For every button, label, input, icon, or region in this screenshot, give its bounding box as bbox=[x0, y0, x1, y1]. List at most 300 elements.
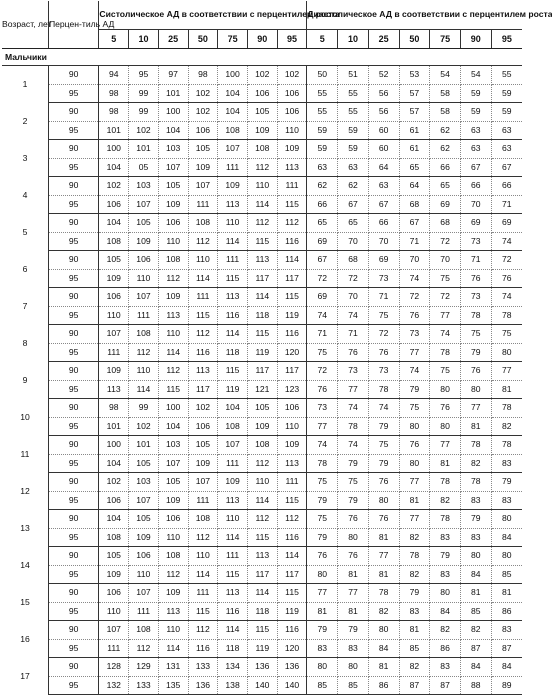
systolic-value-cell: 119 bbox=[277, 602, 307, 621]
table-row bbox=[2, 658, 522, 677]
diastolic-value-cell: 71 bbox=[460, 251, 491, 270]
diastolic-value-cell: 75 bbox=[307, 343, 338, 362]
diastolic-value-cell: 77 bbox=[460, 399, 491, 418]
systolic-value-cell: 129 bbox=[129, 658, 159, 677]
percentile-cell: 90 bbox=[48, 547, 98, 566]
diastolic-value-cell: 85 bbox=[460, 602, 491, 621]
diastolic-value-cell: 85 bbox=[491, 565, 522, 584]
diastolic-value-cell: 78 bbox=[307, 454, 338, 473]
systolic-value-cell: 111 bbox=[129, 306, 159, 325]
diastolic-value-cell: 77 bbox=[307, 417, 338, 436]
systolic-value-cell: 115 bbox=[277, 491, 307, 510]
age-cell: 10 bbox=[2, 399, 48, 436]
systolic-value-cell: 108 bbox=[129, 325, 159, 344]
age-cell: 11 bbox=[2, 436, 48, 473]
systolic-value-cell: 136 bbox=[247, 658, 277, 677]
diastolic-value-cell: 77 bbox=[399, 343, 430, 362]
diastolic-value-cell: 72 bbox=[307, 362, 338, 381]
percentile-cell: 95 bbox=[48, 121, 98, 140]
table-row bbox=[2, 306, 522, 325]
diastolic-value-cell: 81 bbox=[430, 454, 461, 473]
bp-percentile-table bbox=[2, 1, 552, 695]
systolic-value-cell: 105 bbox=[129, 454, 159, 473]
dia-height-pct-header: 50 bbox=[399, 30, 430, 49]
systolic-value-cell: 113 bbox=[218, 288, 248, 307]
diastolic-value-cell: 81 bbox=[491, 584, 522, 603]
systolic-value-cell: 111 bbox=[218, 251, 248, 270]
systolic-value-cell: 112 bbox=[247, 510, 277, 529]
systolic-value-cell: 103 bbox=[158, 140, 188, 159]
systolic-value-cell: 112 bbox=[188, 621, 218, 640]
table-row bbox=[2, 121, 522, 140]
systolic-value-cell: 94 bbox=[99, 66, 129, 85]
diastolic-value-cell: 83 bbox=[399, 602, 430, 621]
systolic-value-cell: 113 bbox=[188, 362, 218, 381]
diastolic-value-cell: 74 bbox=[399, 362, 430, 381]
systolic-value-cell: 105 bbox=[188, 436, 218, 455]
diastolic-value-cell: 63 bbox=[460, 140, 491, 159]
diastolic-value-cell: 80 bbox=[307, 658, 338, 677]
systolic-value-cell: 109 bbox=[247, 121, 277, 140]
systolic-value-cell: 105 bbox=[99, 547, 129, 566]
diastolic-value-cell: 80 bbox=[368, 621, 399, 640]
systolic-value-cell: 100 bbox=[99, 436, 129, 455]
systolic-value-cell: 119 bbox=[247, 343, 277, 362]
age-cell: 16 bbox=[2, 621, 48, 658]
table-row bbox=[2, 491, 522, 510]
systolic-value-cell: 108 bbox=[188, 510, 218, 529]
percentile-cell: 95 bbox=[48, 380, 98, 399]
diastolic-value-cell: 73 bbox=[338, 362, 369, 381]
systolic-value-cell: 107 bbox=[129, 584, 159, 603]
systolic-value-cell: 104 bbox=[99, 510, 129, 529]
systolic-value-cell: 109 bbox=[158, 195, 188, 214]
percentile-cell: 90 bbox=[48, 325, 98, 344]
diastolic-value-cell: 85 bbox=[307, 676, 338, 695]
diastolic-value-cell: 75 bbox=[491, 325, 522, 344]
table-row bbox=[2, 547, 522, 566]
diastolic-value-cell: 81 bbox=[460, 584, 491, 603]
diastolic-value-cell: 71 bbox=[368, 288, 399, 307]
diastolic-value-cell: 81 bbox=[368, 528, 399, 547]
systolic-value-cell: 108 bbox=[129, 621, 159, 640]
systolic-value-cell: 115 bbox=[277, 195, 307, 214]
systolic-value-cell: 119 bbox=[277, 306, 307, 325]
age-cell: 13 bbox=[2, 510, 48, 547]
systolic-value-cell: 105 bbox=[188, 140, 218, 159]
percentile-cell: 90 bbox=[48, 621, 98, 640]
diastolic-value-cell: 78 bbox=[460, 436, 491, 455]
systolic-value-cell: 108 bbox=[158, 547, 188, 566]
header-systolic: Систолическое АД в соответствии с перцентилем роста bbox=[99, 1, 307, 30]
diastolic-value-cell: 78 bbox=[399, 547, 430, 566]
sys-height-pct-header: 95 bbox=[277, 30, 307, 49]
diastolic-value-cell: 71 bbox=[399, 232, 430, 251]
systolic-value-cell: 112 bbox=[129, 639, 159, 658]
systolic-value-cell: 102 bbox=[247, 66, 277, 85]
diastolic-value-cell: 70 bbox=[430, 251, 461, 270]
diastolic-value-cell: 62 bbox=[430, 121, 461, 140]
diastolic-value-cell: 81 bbox=[368, 565, 399, 584]
systolic-value-cell: 114 bbox=[247, 491, 277, 510]
systolic-value-cell: 109 bbox=[99, 565, 129, 584]
systolic-value-cell: 109 bbox=[158, 491, 188, 510]
diastolic-value-cell: 80 bbox=[460, 547, 491, 566]
diastolic-value-cell: 58 bbox=[430, 103, 461, 122]
systolic-value-cell: 111 bbox=[99, 639, 129, 658]
systolic-value-cell: 108 bbox=[247, 140, 277, 159]
age-cell: 3 bbox=[2, 140, 48, 177]
diastolic-value-cell: 56 bbox=[368, 103, 399, 122]
systolic-value-cell: 109 bbox=[158, 288, 188, 307]
systolic-value-cell: 101 bbox=[129, 140, 159, 159]
percentile-cell: 95 bbox=[48, 528, 98, 547]
systolic-value-cell: 114 bbox=[188, 565, 218, 584]
systolic-value-cell: 114 bbox=[218, 528, 248, 547]
diastolic-value-cell: 76 bbox=[338, 510, 369, 529]
systolic-value-cell: 115 bbox=[158, 380, 188, 399]
systolic-value-cell: 95 bbox=[129, 66, 159, 85]
table-row bbox=[2, 602, 522, 621]
systolic-value-cell: 113 bbox=[247, 547, 277, 566]
diastolic-value-cell: 81 bbox=[460, 417, 491, 436]
systolic-value-cell: 106 bbox=[158, 214, 188, 233]
diastolic-value-cell: 80 bbox=[399, 417, 430, 436]
systolic-value-cell: 98 bbox=[99, 399, 129, 418]
diastolic-value-cell: 78 bbox=[338, 417, 369, 436]
systolic-value-cell: 115 bbox=[247, 232, 277, 251]
diastolic-value-cell: 71 bbox=[491, 195, 522, 214]
systolic-value-cell: 110 bbox=[129, 362, 159, 381]
systolic-value-cell: 106 bbox=[188, 121, 218, 140]
diastolic-value-cell: 80 bbox=[338, 528, 369, 547]
systolic-value-cell: 111 bbox=[188, 195, 218, 214]
diastolic-value-cell: 67 bbox=[307, 251, 338, 270]
systolic-value-cell: 113 bbox=[158, 602, 188, 621]
diastolic-value-cell: 85 bbox=[399, 639, 430, 658]
table-row bbox=[2, 454, 522, 473]
systolic-value-cell: 112 bbox=[188, 528, 218, 547]
diastolic-value-cell: 63 bbox=[307, 158, 338, 177]
header-age: Возраст, лет bbox=[2, 1, 48, 49]
diastolic-value-cell: 74 bbox=[491, 288, 522, 307]
diastolic-value-cell: 75 bbox=[307, 510, 338, 529]
systolic-value-cell: 107 bbox=[129, 491, 159, 510]
systolic-value-cell: 115 bbox=[247, 621, 277, 640]
percentile-cell: 90 bbox=[48, 66, 98, 85]
systolic-value-cell: 114 bbox=[129, 380, 159, 399]
diastolic-value-cell: 81 bbox=[491, 380, 522, 399]
dia-height-pct-header: 25 bbox=[368, 30, 399, 49]
diastolic-value-cell: 83 bbox=[430, 528, 461, 547]
diastolic-value-cell: 83 bbox=[430, 658, 461, 677]
systolic-value-cell: 111 bbox=[277, 473, 307, 492]
systolic-value-cell: 116 bbox=[218, 602, 248, 621]
diastolic-value-cell: 76 bbox=[307, 380, 338, 399]
systolic-value-cell: 117 bbox=[277, 269, 307, 288]
diastolic-value-cell: 80 bbox=[491, 547, 522, 566]
diastolic-value-cell: 57 bbox=[399, 84, 430, 103]
systolic-value-cell: 106 bbox=[99, 584, 129, 603]
diastolic-value-cell: 74 bbox=[430, 325, 461, 344]
table-row bbox=[2, 510, 522, 529]
percentile-cell: 95 bbox=[48, 491, 98, 510]
diastolic-value-cell: 61 bbox=[399, 121, 430, 140]
diastolic-value-cell: 76 bbox=[307, 547, 338, 566]
diastolic-value-cell: 79 bbox=[368, 454, 399, 473]
systolic-value-cell: 109 bbox=[218, 177, 248, 196]
systolic-value-cell: 101 bbox=[99, 417, 129, 436]
percentile-cell: 90 bbox=[48, 584, 98, 603]
systolic-value-cell: 140 bbox=[247, 676, 277, 695]
systolic-value-cell: 110 bbox=[158, 528, 188, 547]
diastolic-value-cell: 89 bbox=[491, 676, 522, 695]
diastolic-value-cell: 55 bbox=[491, 66, 522, 85]
diastolic-value-cell: 83 bbox=[460, 491, 491, 510]
systolic-value-cell: 105 bbox=[158, 473, 188, 492]
diastolic-value-cell: 74 bbox=[368, 399, 399, 418]
diastolic-value-cell: 69 bbox=[491, 214, 522, 233]
systolic-value-cell: 116 bbox=[188, 639, 218, 658]
diastolic-value-cell: 54 bbox=[460, 66, 491, 85]
diastolic-value-cell: 79 bbox=[460, 510, 491, 529]
table-row bbox=[2, 214, 522, 233]
diastolic-value-cell: 81 bbox=[399, 491, 430, 510]
systolic-value-cell: 113 bbox=[247, 251, 277, 270]
systolic-value-cell: 108 bbox=[247, 436, 277, 455]
systolic-value-cell: 106 bbox=[99, 195, 129, 214]
diastolic-value-cell: 76 bbox=[368, 343, 399, 362]
systolic-value-cell: 106 bbox=[129, 251, 159, 270]
diastolic-value-cell: 76 bbox=[338, 343, 369, 362]
diastolic-value-cell: 79 bbox=[491, 473, 522, 492]
diastolic-value-cell: 73 bbox=[460, 232, 491, 251]
diastolic-value-cell: 74 bbox=[338, 306, 369, 325]
diastolic-value-cell: 79 bbox=[430, 547, 461, 566]
diastolic-value-cell: 77 bbox=[491, 362, 522, 381]
diastolic-value-cell: 75 bbox=[338, 473, 369, 492]
diastolic-value-cell: 51 bbox=[338, 66, 369, 85]
diastolic-value-cell: 77 bbox=[368, 547, 399, 566]
diastolic-value-cell: 70 bbox=[338, 288, 369, 307]
systolic-value-cell: 111 bbox=[218, 547, 248, 566]
diastolic-value-cell: 71 bbox=[307, 325, 338, 344]
systolic-value-cell: 114 bbox=[247, 195, 277, 214]
diastolic-value-cell: 78 bbox=[491, 399, 522, 418]
sys-height-pct-header: 5 bbox=[99, 30, 129, 49]
diastolic-value-cell: 78 bbox=[430, 343, 461, 362]
systolic-value-cell: 111 bbox=[188, 288, 218, 307]
diastolic-value-cell: 80 bbox=[368, 491, 399, 510]
systolic-value-cell: 104 bbox=[158, 417, 188, 436]
diastolic-value-cell: 74 bbox=[338, 399, 369, 418]
age-cell: 2 bbox=[2, 103, 48, 140]
systolic-value-cell: 115 bbox=[218, 269, 248, 288]
systolic-value-cell: 97 bbox=[158, 66, 188, 85]
systolic-value-cell: 107 bbox=[99, 325, 129, 344]
diastolic-value-cell: 77 bbox=[430, 306, 461, 325]
percentile-cell: 95 bbox=[48, 195, 98, 214]
systolic-value-cell: 108 bbox=[188, 214, 218, 233]
diastolic-value-cell: 72 bbox=[399, 288, 430, 307]
section-label: Мальчики bbox=[2, 49, 522, 66]
diastolic-value-cell: 84 bbox=[460, 658, 491, 677]
systolic-value-cell: 115 bbox=[247, 325, 277, 344]
table-row bbox=[2, 528, 522, 547]
diastolic-value-cell: 59 bbox=[307, 140, 338, 159]
diastolic-value-cell: 76 bbox=[430, 399, 461, 418]
diastolic-value-cell: 84 bbox=[368, 639, 399, 658]
section-row bbox=[2, 49, 522, 66]
diastolic-value-cell: 84 bbox=[491, 528, 522, 547]
diastolic-value-cell: 87 bbox=[430, 676, 461, 695]
table-row bbox=[2, 399, 522, 418]
diastolic-value-cell: 83 bbox=[430, 565, 461, 584]
systolic-value-cell: 102 bbox=[188, 84, 218, 103]
percentile-cell: 95 bbox=[48, 232, 98, 251]
systolic-value-cell: 132 bbox=[99, 676, 129, 695]
diastolic-value-cell: 65 bbox=[338, 214, 369, 233]
systolic-value-cell: 111 bbox=[277, 177, 307, 196]
diastolic-value-cell: 82 bbox=[399, 658, 430, 677]
percentile-cell: 90 bbox=[48, 103, 98, 122]
systolic-value-cell: 131 bbox=[158, 658, 188, 677]
systolic-value-cell: 123 bbox=[277, 380, 307, 399]
diastolic-value-cell: 72 bbox=[338, 269, 369, 288]
diastolic-value-cell: 74 bbox=[307, 306, 338, 325]
systolic-value-cell: 110 bbox=[188, 251, 218, 270]
systolic-value-cell: 106 bbox=[277, 399, 307, 418]
systolic-value-cell: 112 bbox=[247, 454, 277, 473]
diastolic-value-cell: 82 bbox=[430, 491, 461, 510]
diastolic-value-cell: 66 bbox=[307, 195, 338, 214]
systolic-value-cell: 113 bbox=[158, 306, 188, 325]
diastolic-value-cell: 67 bbox=[399, 214, 430, 233]
diastolic-value-cell: 75 bbox=[399, 399, 430, 418]
diastolic-value-cell: 76 bbox=[338, 547, 369, 566]
systolic-value-cell: 117 bbox=[247, 269, 277, 288]
diastolic-value-cell: 63 bbox=[338, 158, 369, 177]
systolic-value-cell: 118 bbox=[247, 602, 277, 621]
age-cell: 17 bbox=[2, 658, 48, 695]
systolic-value-cell: 109 bbox=[158, 584, 188, 603]
sys-height-pct-header: 50 bbox=[188, 30, 218, 49]
systolic-value-cell: 102 bbox=[99, 177, 129, 196]
systolic-value-cell: 110 bbox=[247, 177, 277, 196]
table-row bbox=[2, 380, 522, 399]
diastolic-value-cell: 76 bbox=[460, 269, 491, 288]
table-row bbox=[2, 639, 522, 658]
diastolic-value-cell: 55 bbox=[307, 84, 338, 103]
systolic-value-cell: 140 bbox=[277, 676, 307, 695]
systolic-value-cell: 104 bbox=[218, 399, 248, 418]
percentile-cell: 90 bbox=[48, 251, 98, 270]
systolic-value-cell: 114 bbox=[277, 251, 307, 270]
diastolic-value-cell: 75 bbox=[368, 436, 399, 455]
diastolic-value-cell: 66 bbox=[430, 158, 461, 177]
table-row bbox=[2, 195, 522, 214]
systolic-value-cell: 116 bbox=[277, 528, 307, 547]
diastolic-value-cell: 57 bbox=[399, 103, 430, 122]
diastolic-value-cell: 81 bbox=[338, 602, 369, 621]
table-row bbox=[2, 232, 522, 251]
systolic-value-cell: 99 bbox=[129, 84, 159, 103]
diastolic-value-cell: 70 bbox=[399, 251, 430, 270]
diastolic-value-cell: 81 bbox=[399, 621, 430, 640]
diastolic-value-cell: 66 bbox=[491, 177, 522, 196]
dia-height-pct-header: 75 bbox=[430, 30, 461, 49]
diastolic-value-cell: 80 bbox=[338, 658, 369, 677]
percentile-cell: 90 bbox=[48, 288, 98, 307]
systolic-value-cell: 116 bbox=[277, 325, 307, 344]
systolic-value-cell: 113 bbox=[218, 491, 248, 510]
percentile-cell: 95 bbox=[48, 306, 98, 325]
systolic-value-cell: 100 bbox=[158, 103, 188, 122]
systolic-value-cell: 106 bbox=[158, 510, 188, 529]
systolic-value-cell: 105 bbox=[247, 399, 277, 418]
age-cell: 12 bbox=[2, 473, 48, 510]
diastolic-value-cell: 74 bbox=[307, 436, 338, 455]
systolic-value-cell: 119 bbox=[218, 380, 248, 399]
systolic-value-cell: 112 bbox=[247, 158, 277, 177]
diastolic-value-cell: 78 bbox=[460, 473, 491, 492]
systolic-value-cell: 102 bbox=[99, 473, 129, 492]
diastolic-value-cell: 75 bbox=[430, 269, 461, 288]
systolic-value-cell: 106 bbox=[247, 84, 277, 103]
diastolic-value-cell: 78 bbox=[430, 473, 461, 492]
diastolic-value-cell: 76 bbox=[368, 473, 399, 492]
systolic-value-cell: 112 bbox=[277, 510, 307, 529]
age-cell: 14 bbox=[2, 547, 48, 584]
percentile-cell: 90 bbox=[48, 214, 98, 233]
diastolic-value-cell: 59 bbox=[460, 84, 491, 103]
percentile-cell: 90 bbox=[48, 177, 98, 196]
table-row bbox=[2, 436, 522, 455]
systolic-value-cell: 109 bbox=[188, 158, 218, 177]
diastolic-value-cell: 63 bbox=[368, 177, 399, 196]
systolic-value-cell: 113 bbox=[218, 584, 248, 603]
age-cell: 15 bbox=[2, 584, 48, 621]
table-row bbox=[2, 158, 522, 177]
diastolic-value-cell: 80 bbox=[430, 380, 461, 399]
systolic-value-cell: 107 bbox=[218, 436, 248, 455]
diastolic-value-cell: 59 bbox=[307, 121, 338, 140]
percentile-cell: 95 bbox=[48, 565, 98, 584]
systolic-value-cell: 115 bbox=[218, 565, 248, 584]
diastolic-value-cell: 75 bbox=[307, 473, 338, 492]
systolic-value-cell: 102 bbox=[188, 399, 218, 418]
header-percentile: Перцен-тиль АД bbox=[48, 1, 98, 49]
diastolic-value-cell: 78 bbox=[491, 436, 522, 455]
systolic-value-cell: 103 bbox=[129, 473, 159, 492]
systolic-value-cell: 136 bbox=[277, 658, 307, 677]
systolic-value-cell: 113 bbox=[99, 380, 129, 399]
diastolic-value-cell: 64 bbox=[399, 177, 430, 196]
systolic-value-cell: 104 bbox=[158, 121, 188, 140]
systolic-value-cell: 102 bbox=[188, 103, 218, 122]
systolic-value-cell: 110 bbox=[99, 602, 129, 621]
diastolic-value-cell: 62 bbox=[430, 140, 461, 159]
diastolic-value-cell: 79 bbox=[338, 621, 369, 640]
systolic-value-cell: 107 bbox=[99, 621, 129, 640]
systolic-value-cell: 115 bbox=[277, 584, 307, 603]
diastolic-value-cell: 79 bbox=[368, 417, 399, 436]
percentile-cell: 95 bbox=[48, 417, 98, 436]
systolic-value-cell: 112 bbox=[188, 232, 218, 251]
diastolic-value-cell: 80 bbox=[430, 584, 461, 603]
diastolic-value-cell: 77 bbox=[338, 380, 369, 399]
table-body bbox=[2, 49, 522, 695]
